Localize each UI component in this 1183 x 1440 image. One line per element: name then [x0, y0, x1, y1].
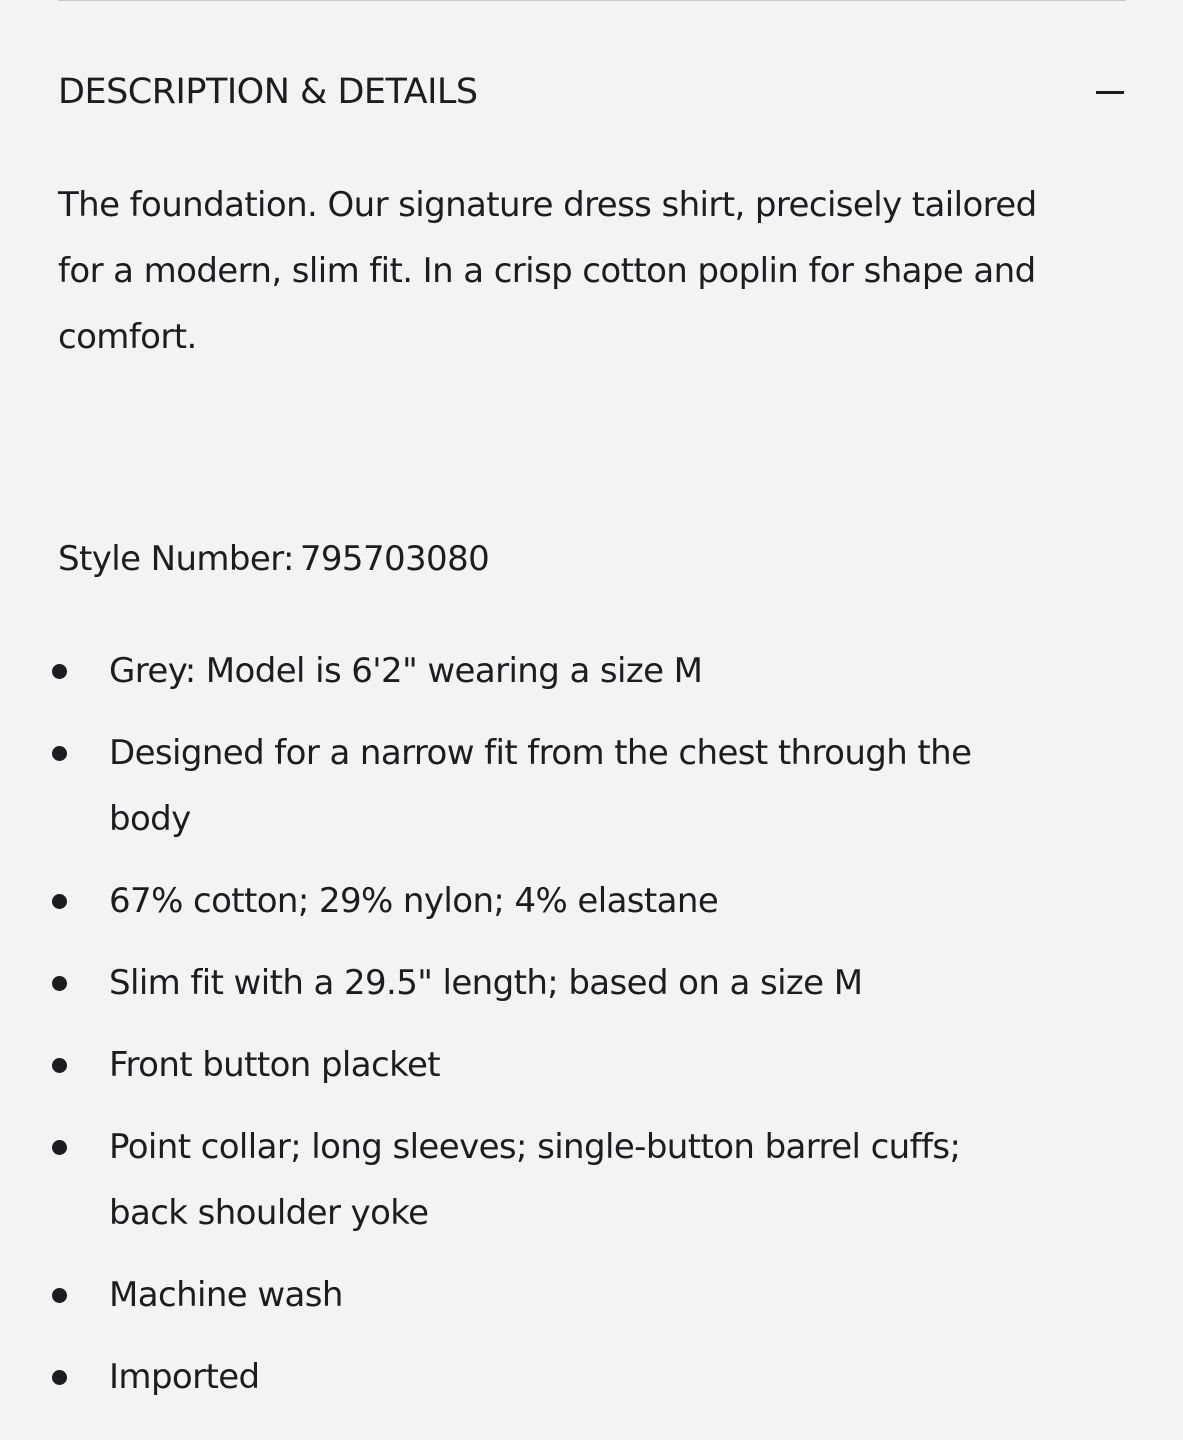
bullet-icon: [52, 1140, 67, 1155]
product-description: The foundation. Our signature dress shirt, precisely tailored for a modern, slim fit. In a crisp cotton poplin for shape and comfort.: [58, 185, 1037, 357]
bullet-icon: [52, 1058, 67, 1073]
detail-text: 67% cotton; 29% nylon; 4% elastane: [109, 881, 719, 921]
style-number-label: Style Number:: [58, 539, 294, 579]
detail-item: [0, 1114, 1039, 1246]
detail-text: Designed for a narrow fit from the chest through the body: [109, 733, 972, 839]
detail-item: [0, 720, 1039, 852]
bullet-icon: [52, 976, 67, 991]
minus-icon[interactable]: [1094, 76, 1126, 108]
detail-text: Front button placket: [109, 1045, 441, 1085]
bullet-icon: [52, 1288, 67, 1303]
bullet-icon: [52, 664, 67, 679]
top-divider: [58, 0, 1126, 1]
detail-item: [0, 1032, 1039, 1098]
section-title: DESCRIPTION & DETAILS: [58, 72, 478, 112]
style-number: [58, 526, 489, 592]
detail-item: [0, 638, 1039, 704]
detail-text: Imported: [109, 1357, 260, 1397]
details-list: [0, 638, 1183, 1426]
detail-text: Machine wash: [109, 1275, 343, 1315]
style-number-value: 795703080: [299, 539, 490, 579]
bullet-icon: [52, 894, 67, 909]
detail-item: [0, 868, 1039, 934]
detail-text: Point collar; long sleeves; single-button barrel cuffs; back shoulder yoke: [109, 1127, 961, 1233]
detail-text: Grey: Model is 6'2" wearing a size M: [109, 651, 703, 691]
detail-text: Slim fit with a 29.5" length; based on a size M: [109, 963, 863, 1003]
bullet-icon: [52, 1370, 67, 1385]
detail-item: [0, 1262, 1039, 1328]
bullet-icon: [52, 746, 67, 761]
detail-item: [0, 1344, 1039, 1410]
detail-item: [0, 950, 1039, 1016]
description-details-accordion-header[interactable]: [58, 62, 1126, 122]
